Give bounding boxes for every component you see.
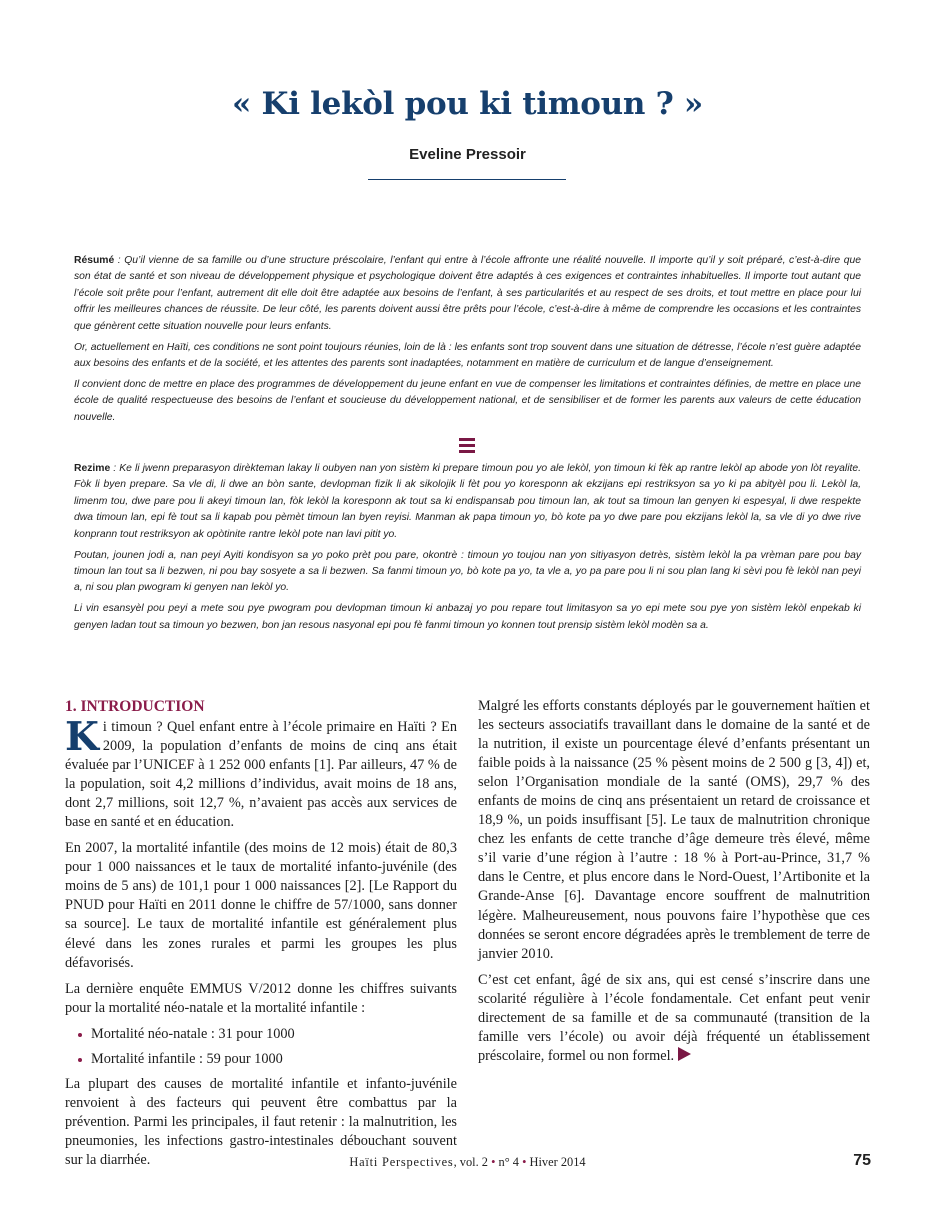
triple-bar-icon (459, 438, 475, 454)
bullet-icon (78, 1033, 82, 1037)
journal-name: Haïti Perspectives (349, 1155, 454, 1169)
title-divider (368, 179, 566, 180)
bullet-icon: • (491, 1155, 496, 1169)
intro-paragraph-3: La dernière enquête EMMUS V/2012 donne les chiffres suivants pour la mortalité néo-natale et la mortalité infantile : (65, 980, 457, 1016)
article-title: « Ki lekòl pou ki timoun ? » (231, 86, 703, 122)
journal-season: Hiver 2014 (526, 1155, 586, 1169)
page-footer (0, 1155, 935, 1170)
journal-issue: n° 4 (495, 1155, 519, 1169)
list-item-text: Mortalité néo-natale : 31 pour 1000 (91, 1025, 295, 1042)
body-column-right (478, 697, 870, 1073)
list-item (65, 1025, 457, 1044)
abstract-kr-label: Rezime (74, 463, 111, 474)
list-item-text: Mortalité infantile : 59 pour 1000 (91, 1050, 283, 1067)
abstract-fr-p1 (74, 253, 861, 335)
drop-cap: K (65, 714, 99, 760)
journal-volume: , vol. 2 (453, 1155, 488, 1169)
triangle-arrow-icon (678, 1047, 691, 1061)
abstract-kreyol (74, 461, 861, 639)
bullet-icon (78, 1058, 82, 1062)
intro-paragraph-6-text: C’est cet enfant, âgé de six ans, qui est censé s’inscrire dans une scolarité régulière à l’école fondamentale. Cet enfant peut venir directement de sa famille et de sa communauté (transition de la famille vers l’école) ou avoir déjà fréquenté un établissement préscolaire, formel ou non formel. (478, 971, 870, 1064)
bullet-icon: • (522, 1155, 527, 1169)
intro-paragraph-2: En 2007, la mortalité infantile (des moins de 12 mois) était de 80,3 pour 1 000 naissances et le taux de mortalité infanto-juvénile (des moins de 5 ans) de 101,1 pour 1 000 naissances [2]. [Le Rapport du PNUD pour Haïti en 2011 donne le chiffre de 57/1000, sans donner sa source]. Le taux de mortalité infantile est généralement plus élevé dans les zones rurales et parmi les groupes les plus défavorisés. (65, 840, 457, 971)
section-heading: 1. INTRODUCTION (65, 698, 205, 715)
author-name: Eveline Pressoir (409, 146, 526, 163)
abstract-fr-p1-text: : Qu’il vienne de sa famille ou d’une structure préscolaire, l’enfant qui entre à l’école affronte une réalité nouvelle. Il importe qu’il y soit préparé, c’est-à-dire que son état de santé et son niveau de développement physique et psychologique doivent être adaptés à ces exigences et contraintes inhabituelles. Il importe tout autant que l’école soit prête pour l’enfant, autrement dit elle doit être adaptée aux besoins de l’enfant, à ses particularités et au respect de ses droits, et tout mettre en place pour lui offrir les meilleures chances de réussite. De leur côté, les parents doivent aussi être prêts pour l’école, c’est-à-dire à même de comprendre les occasions et les contraintes que génèrent cette situation nouvelle pour leurs enfants. (74, 255, 861, 332)
mortality-list (65, 1025, 457, 1069)
body-column-left (65, 697, 457, 1177)
intro-paragraph-5: Malgré les efforts constants déployés par le gouvernement haïtien et les secteurs associatifs travaillant dans le domaine de la santé et de la nutrition, il existe un pourcentage élevé d’enfants présentant un faible poids à la naissance (25 % pèsent moins de 2 500 g [3, 4]) et, selon l’Organisation mondiale de la santé (OMS), 29,7 % des enfants de moins de cinq ans présentaient un retard de croissance et 18,9 %, un poids insuffisant [5]. Le taux de malnutrition chronique chez les enfants de cette tranche d’âge demeure très élevé, même s’il varie d’une région à l’autre : 18 % à Port-au-Prince, 31,7 % dans le Centre, et plus encore dans le Nord-Ouest, l’Artibonite et la Grande-Anse [6]. Davantage encore souffrent de malnutrition légère. Malheureusement, nous pouvons faire l’hypothèse que ces données se seront encore dégradées après le tremblement de terre de janvier 2010. (478, 698, 870, 962)
abstract-fr-label: Résumé (74, 255, 115, 266)
list-item (65, 1050, 457, 1069)
intro-paragraph-4: La plupart des causes de mortalité infantile et infanto-juvénile renvoient à des facteurs qui peuvent être combattus par la prévention. Parmi les principales, il faut retenir : la malnutrition, les pneumonies, les infections gastro-intestinales débouchant souvent sur la diarrhée. (65, 1075, 457, 1168)
abstract-kr-p2: Poutan, jounen jodi a, nan peyi Ayiti kondisyon sa yo poko prèt pou pare, okontrè : timoun yo toujou nan yon sitiyasyon detrès, sistèm lekòl la pa vrèman pare pou bay timoun lan tout sa li bezwen, ni pou bay sosyete a sa li bezwen. Sa fanmi timoun yo, bò kote pa yo, ta vle a, yo pa pare pou li ni sou plan lang ki sèvi pou fè lekòl nan peyi a, ni sou plan pwogram ki genyen nan lekòl yo. (74, 549, 861, 594)
page-number: 75 (853, 1152, 871, 1169)
abstract-fr-p3: Il convient donc de mettre en place des programmes de développement du jeune enfant en vue de compenser les limitations et contraintes définies, de mettre en place une école de qualité respectueuse des besoins de l’enfant et soucieuse du développement national, et de sensibiliser et de former les parents aux valeurs de cette éducation nouvelle. (74, 379, 861, 423)
abstract-kr-p1-text: : Ke li jwenn preparasyon dirèkteman lakay li oubyen nan yon sistèm ki prepare timoun pou yo ale lekòl, yon timoun ki fèk ap rantre lekòl ap abode yon lòt reyalite. Fòk li byen prepare. Sa vle di, li dwe an bòn sante, devlopman fizik li ak sikolojik li fèt pou yo koresponn ak ekzijans epi restriksyon sa yo ki pa abityèl pou li. Lekòl la, limenm tou, dwe pare pou li akeyi timoun lan, fòk lekòl la koresponn ak tout sa ki endispansab pou timoun lan, ak tout sa timoun lan genyen ki espesyal, li dwe respekte dwa timoun lan, epi fè tout sa li kapab pou pèmèt timoun lan byen reyisi. Manman ak papa timoun yo, bò kote pa yo dwe pare pou ekzijans lekòl la, sa vle di yo dwe rive konprann tout restriksyon ak opòtinite rantre lekòl pote nan lavi pitit yo. (74, 463, 861, 540)
intro-paragraph-1-text: i timoun ? Quel enfant entre à l’école primaire en Haïti ? En 2009, la population d’enfants de moins de cinq ans était évaluée par l’UNICEF à 1 252 000 enfants [1]. Par ailleurs, 47 % de la population, soit 4,2 millions d’individus, avait moins de 18 ans, dont 2,7 millions, soit 12,7 %, n’avaient pas accès aux services de base en santé et en éducation. (65, 719, 457, 831)
abstract-kr-p1 (74, 461, 861, 543)
abstract-french (74, 253, 861, 431)
abstract-fr-p2: Or, actuellement en Haïti, ces conditions ne sont point toujours réunies, loin de là : les enfants sont trop souvent dans une situation de détresse, l’école n’est guère adaptée aux besoins des enfants et de la société, et les attentes des parents sont inadaptées, notamment en matière de curriculum et de langue d’enseignement. (74, 341, 861, 370)
abstract-kr-p3: Li vin esansyèl pou peyi a mete sou pye pwogram pou devlopman timoun ki anbazaj yo pou repare tout limitasyon sa yo epi mete sou pye yon sistèm lekòl enpekab ki genyen ladan tout sa timoun yo bezwen, bon jan resous nasyonal epi pou fè fanmi timoun yo konnen tout prensip sistèm lekòl modèn sa a. (74, 603, 861, 631)
intro-paragraph-6 (478, 971, 870, 1066)
intro-paragraph-1 (65, 714, 457, 832)
